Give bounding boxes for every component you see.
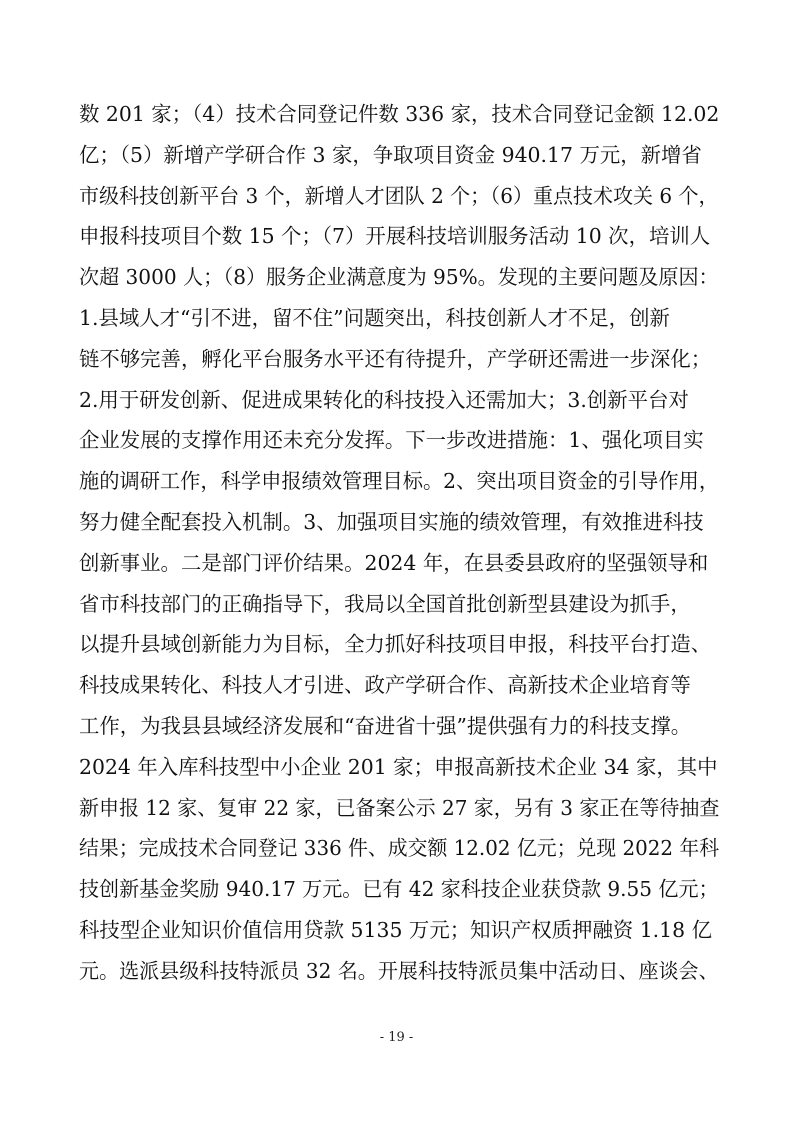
- text-line: 以提升县域创新能力为目标，全力抓好科技项目申报，科技平台打造、: [79, 632, 712, 657]
- text-line: 技创新基金奖励 940.17 万元。已有 42 家科技企业获贷款 9.55 亿元；: [79, 877, 719, 902]
- body-text: [79, 94, 719, 992]
- text-line: 省市科技部门的正确指导下，我局以全国首批创新型县建设为抓手，: [79, 591, 691, 616]
- text-line: 市级科技创新平台 3 个，新增人才团队 2 个；（6）重点技术攻关 6 个，: [79, 183, 719, 208]
- text-line: 新申报 12 家、复审 22 家，已备案公示 27 家，另有 3 家正在等待抽查: [79, 795, 720, 820]
- text-line: 努力健全配套投入机制。3、加强项目实施的绩效管理，有效推进科技: [79, 509, 704, 534]
- text-line: 亿；（5）新增产学研合作 3 家，争取项目资金 940.17 万元，新增省: [79, 142, 702, 167]
- text-line: 元。选派县级科技特派员 32 名。开展科技特派员集中活动日、座谈会、: [79, 958, 719, 983]
- text-line: 2.用于研发创新、促进成果转化的科技投入还需加大；3.创新平台对: [79, 387, 689, 412]
- text-line: 创新事业。二是部门评价结果。2024 年，在县委县政府的坚强领导和: [79, 550, 709, 575]
- text-line: 申报科技项目个数 15 个；（7）开展科技培训服务活动 10 次，培训人: [79, 224, 711, 249]
- text-line: 次超 3000 人；（8）服务企业满意度为 95%。发现的主要问题及原因：: [79, 265, 719, 290]
- text-line: 工作，为我县县域经济发展和“奋进省十强”提供强有力的科技支撑。: [79, 713, 692, 738]
- page-number: - 19 -: [379, 1030, 414, 1045]
- text-line: 链不够完善，孵化平台服务水平还有待提升，产学研还需进一步深化；: [79, 346, 712, 371]
- text-line: 结果；完成技术合同登记 336 件、成交额 12.02 亿元；兑现 2022 年科: [79, 836, 720, 861]
- text-line: 2024 年入库科技型中小企业 201 家；申报高新技术企业 34 家，其中: [79, 754, 718, 779]
- text-line: 科技型企业知识价值信用贷款 5135 万元；知识产权质押融资 1.18 亿: [79, 917, 712, 942]
- text-line: 施的调研工作，科学申报绩效管理目标。2、突出项目资金的引导作用，: [79, 469, 720, 494]
- text-line: 1.县域人才“引不进，留不住”问题突出，科技创新人才不足，创新: [79, 305, 670, 330]
- text-line: 数 201 家；（4）技术合同登记件数 336 家，技术合同登记金额 12.02: [79, 102, 720, 126]
- text-line: 企业发展的支撑作用还未充分发挥。下一步改进措施：1、强化项目实: [79, 428, 704, 453]
- text-line: 科技成果转化、科技人才引进、政产学研合作、高新技术企业培育等: [79, 673, 691, 698]
